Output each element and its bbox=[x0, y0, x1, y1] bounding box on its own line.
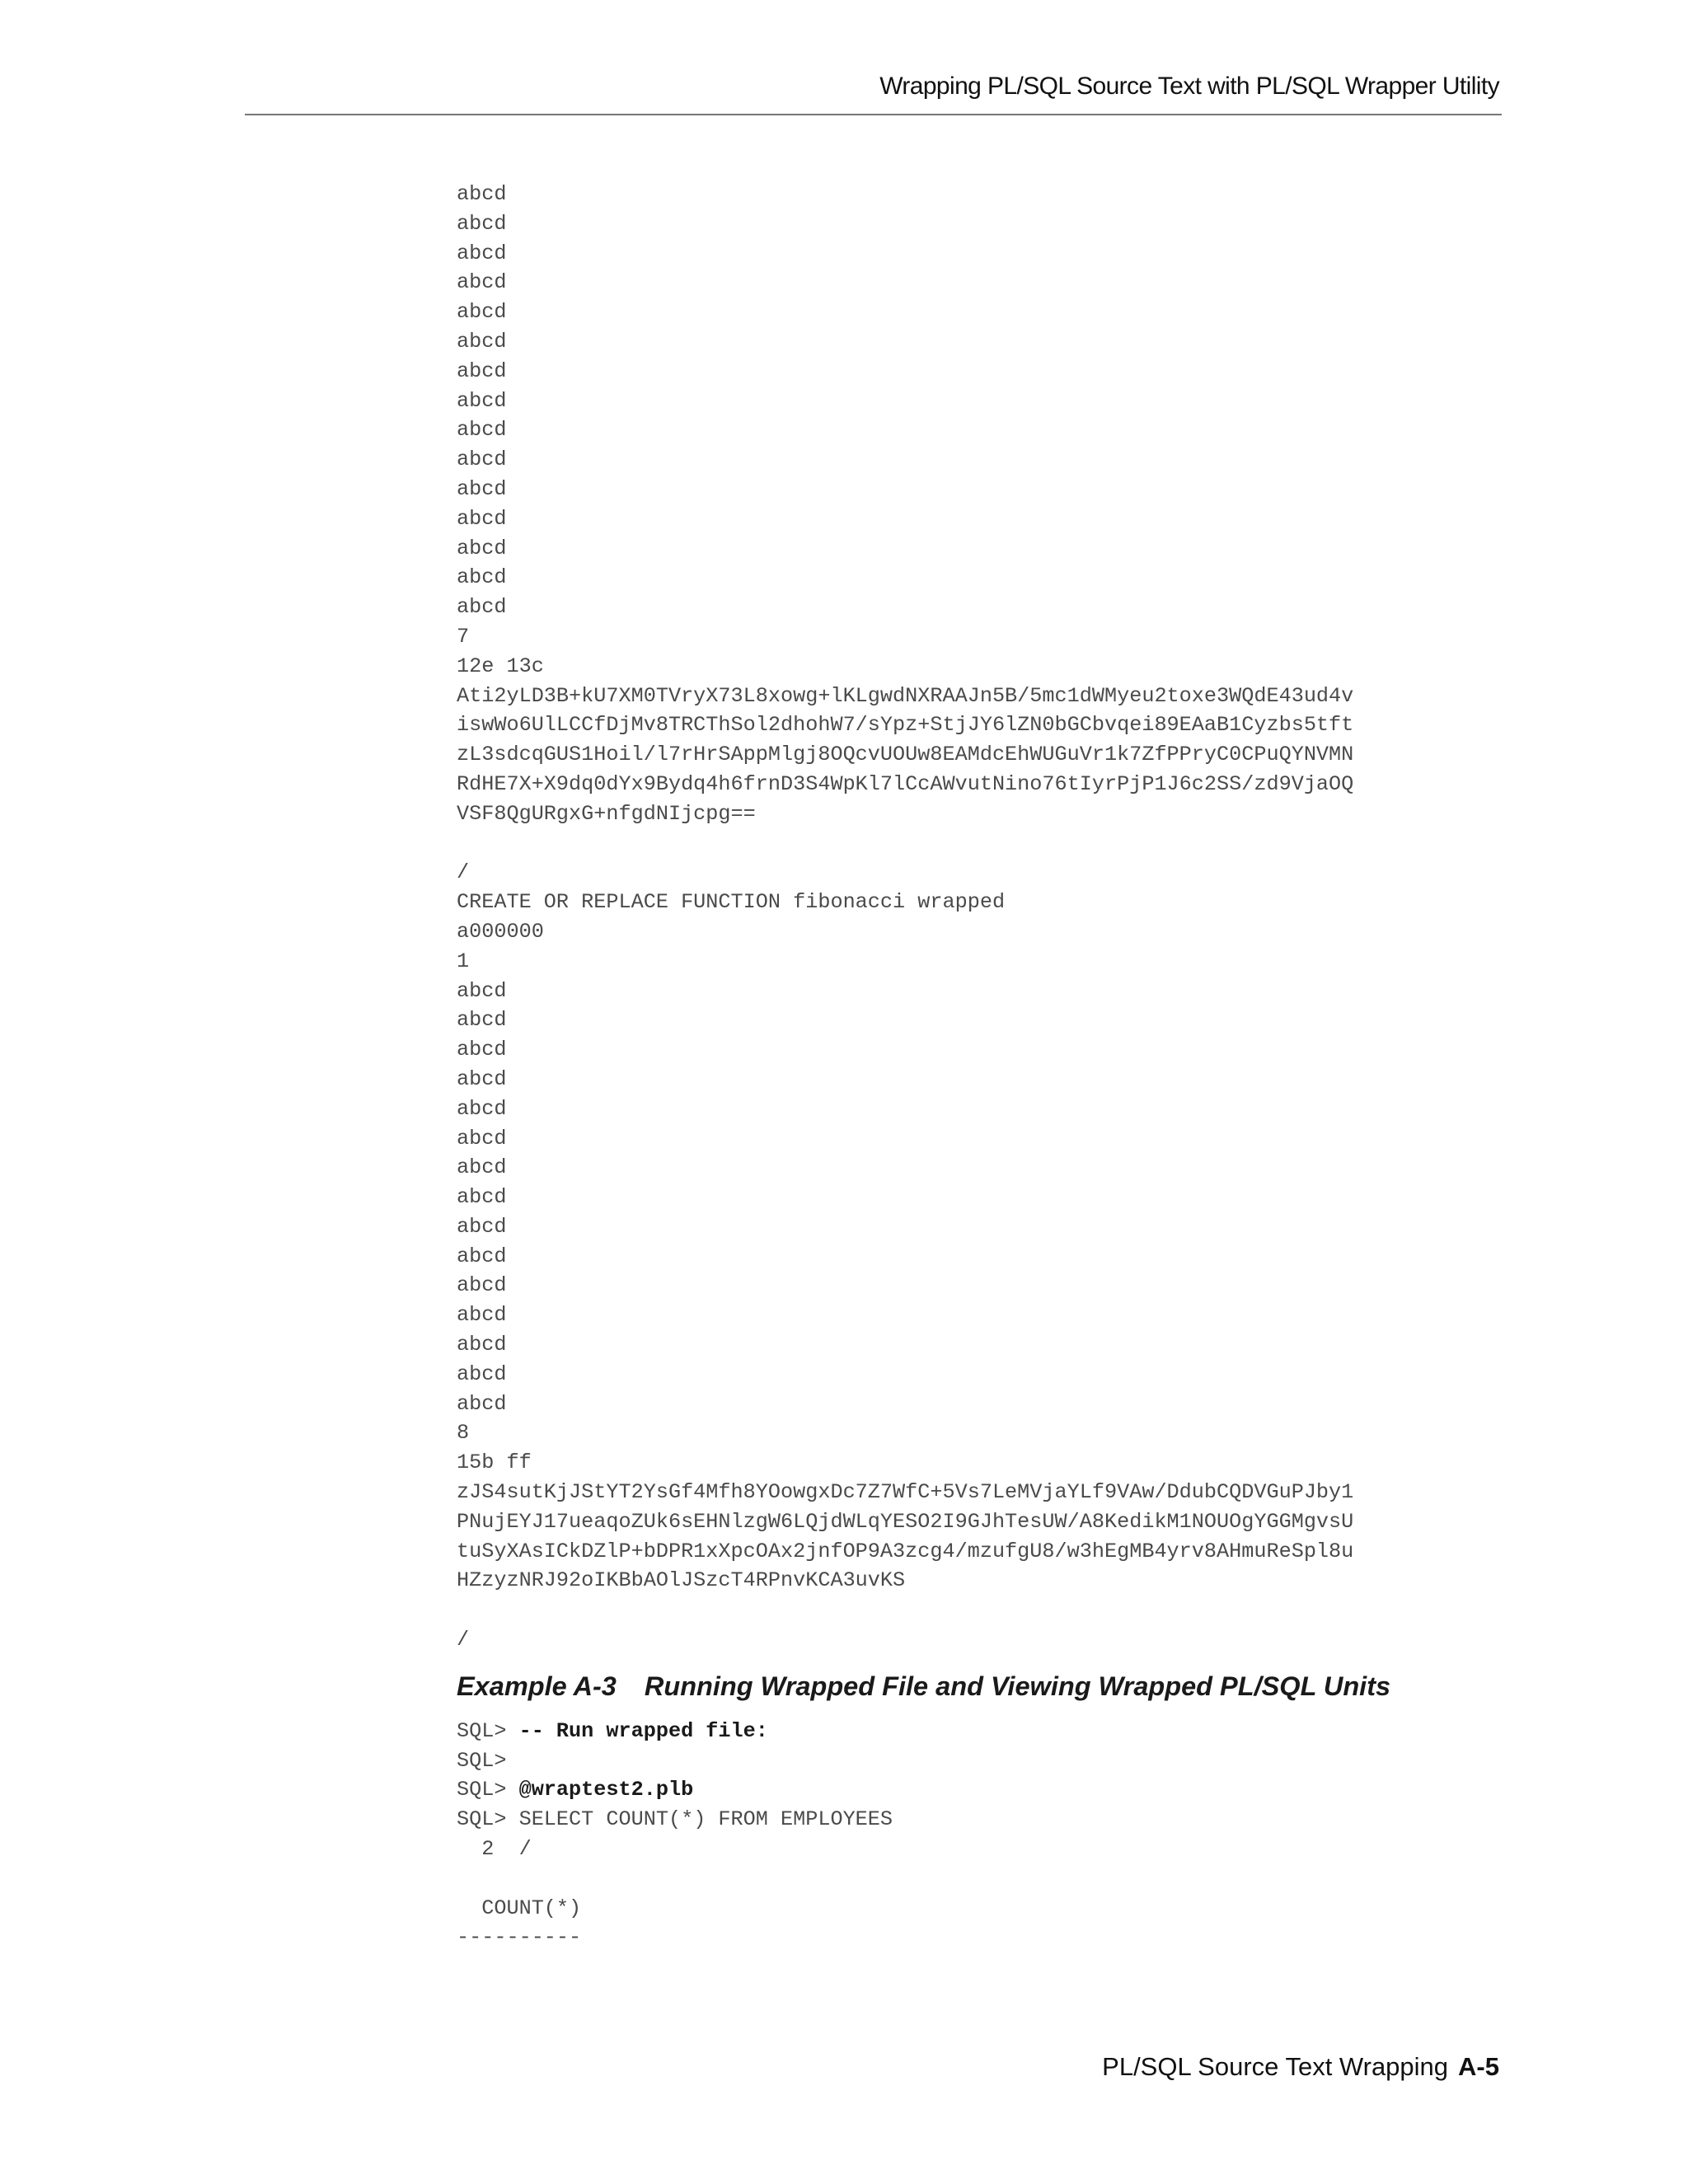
code-line: zJS4sutKjJStYT2YsGf4Mfh8YOowgxDc7Z7WfC+5Vs7LeMVjaYLf9VAw/DdubCQDVGuPJby1 bbox=[457, 1480, 1354, 1505]
code-line: abcd bbox=[457, 448, 507, 472]
code-line: 1 bbox=[457, 949, 470, 973]
code-line: abcd bbox=[457, 565, 507, 590]
code-line: iswWo6UlLCCfDjMv8TRCThSol2dhohW7/sYpz+StjJY6lZN0bGCbvqei89EAaB1Cyzbs5tft bbox=[457, 713, 1354, 738]
sql-prompt: SQL> bbox=[457, 1807, 519, 1832]
example-label: Example A-3 bbox=[457, 1671, 617, 1701]
code-line: CREATE OR REPLACE FUNCTION fibonacci wrapped bbox=[457, 890, 1006, 915]
code-line: abcd bbox=[457, 1155, 507, 1180]
code-line: abcd bbox=[457, 300, 507, 325]
sql-comment: -- Run wrapped file: bbox=[518, 1718, 768, 1743]
code-line: abcd bbox=[457, 270, 507, 295]
code-line: abcd bbox=[457, 329, 507, 354]
sql-script-command: @wraptest2.plb bbox=[518, 1778, 694, 1802]
code-line: abcd bbox=[457, 182, 507, 206]
footer-page-number: A-5 bbox=[1458, 2052, 1499, 2081]
code-line: abcd bbox=[457, 506, 507, 531]
sql-line-comment bbox=[457, 1717, 1528, 1746]
sql-session-listing bbox=[457, 1717, 1528, 1952]
page-footer bbox=[1102, 2052, 1499, 2082]
code-line: abcd bbox=[457, 1038, 507, 1062]
code-line: / bbox=[457, 1628, 470, 1652]
code-line: abcd bbox=[457, 359, 507, 383]
code-line: abcd bbox=[457, 536, 507, 560]
code-line: abcd bbox=[457, 1333, 507, 1357]
code-line: abcd bbox=[457, 978, 507, 1003]
code-line: a000000 bbox=[457, 919, 544, 944]
code-line: abcd bbox=[457, 1214, 507, 1239]
code-line: abcd bbox=[457, 211, 507, 236]
example-heading bbox=[457, 1671, 1528, 1702]
page-header-title: Wrapping PL/SQL Source Text with PL/SQL Wrapper Utility bbox=[879, 73, 1499, 100]
code-line: VSF8QgURgxG+nfgdNIjcpg== bbox=[457, 801, 756, 826]
code-line: abcd bbox=[457, 1126, 507, 1151]
code-line: abcd bbox=[457, 1391, 507, 1416]
code-line: HZzyzNRJ92oIKBbAOlJSzcT4RPnvKCA3uvKS bbox=[457, 1568, 906, 1593]
code-line: tuSyXAsICkDZlP+bDPR1xXpcOAx2jnfOP9A3zcg4/mzufgU8/w3hEgMB4yrv8AHmuReSpl8u bbox=[457, 1539, 1354, 1563]
code-line: 8 bbox=[457, 1421, 470, 1446]
header-divider bbox=[245, 114, 1502, 115]
code-line: / bbox=[457, 860, 470, 885]
code-line: abcd bbox=[457, 1096, 507, 1121]
wrapped-code-listing bbox=[457, 180, 1528, 1655]
code-line: 15b ff bbox=[457, 1451, 532, 1475]
sql-result-underline: ---------- bbox=[457, 1925, 582, 1950]
code-line: abcd bbox=[457, 1361, 507, 1386]
code-line: PNujEYJ17ueaqoZUk6sEHNlzgW6LQjdWLqYESO2I9GJhTesUW/A8KedikM1NOUOgYGGMgvsU bbox=[457, 1509, 1354, 1534]
sql-line-query bbox=[457, 1805, 1528, 1835]
code-line: abcd bbox=[457, 595, 507, 620]
page-content bbox=[457, 180, 1528, 1952]
code-line: abcd bbox=[457, 1273, 507, 1298]
code-line: abcd bbox=[457, 1244, 507, 1268]
sql-line-empty-prompt: SQL> bbox=[457, 1748, 507, 1773]
footer-section-title: PL/SQL Source Text Wrapping bbox=[1102, 2052, 1449, 2081]
code-line: abcd bbox=[457, 418, 507, 443]
code-line: abcd bbox=[457, 241, 507, 265]
sql-prompt: SQL> bbox=[457, 1718, 519, 1743]
code-line: abcd bbox=[457, 1303, 507, 1328]
sql-line-script bbox=[457, 1775, 1528, 1805]
code-blank-line bbox=[457, 1596, 1528, 1625]
code-line: 7 bbox=[457, 624, 470, 649]
sql-blank-line bbox=[457, 1864, 1528, 1894]
sql-prompt: SQL> bbox=[457, 1778, 519, 1802]
code-line: Ati2yLD3B+kU7XM0TVryX73L8xowg+lKLgwdNXRAAJn5B/5mc1dWMyeu2toxe3WQdE43ud4v bbox=[457, 683, 1354, 708]
code-line: abcd bbox=[457, 1066, 507, 1091]
code-line: abcd bbox=[457, 1008, 507, 1033]
code-line: RdHE7X+X9dq0dYx9Bydq4h6frnD3S4WpKl7lCcAWvutNino76tIyrPjP1J6c2SS/zd9VjaOQ bbox=[457, 771, 1354, 796]
sql-query: SELECT COUNT(*) FROM EMPLOYEES bbox=[518, 1807, 893, 1832]
code-line: zL3sdcqGUS1Hoil/l7rHrSAppMlgj8OQcvUOUw8EAMdcEhWUGuVr1k7ZfPPryC0CPuQYNVMN bbox=[457, 743, 1354, 767]
code-line: 12e 13c bbox=[457, 654, 544, 678]
code-blank-line bbox=[457, 829, 1528, 859]
sql-result-column-header: COUNT(*) bbox=[457, 1896, 582, 1920]
sql-line-continuation: 2 / bbox=[457, 1837, 532, 1862]
code-line: abcd bbox=[457, 1185, 507, 1210]
code-line: abcd bbox=[457, 388, 507, 413]
code-line: abcd bbox=[457, 476, 507, 501]
example-title: Running Wrapped File and Viewing Wrapped PL/SQL Units bbox=[644, 1671, 1391, 1701]
